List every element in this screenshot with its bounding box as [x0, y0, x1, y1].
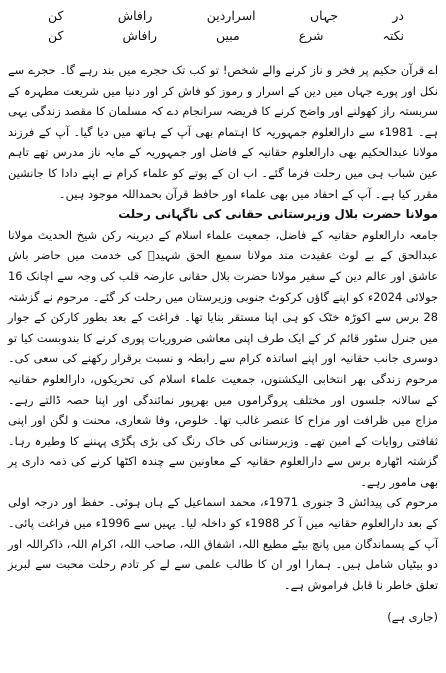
verse-line-2 — [8, 26, 438, 46]
verse-word: مبیں — [215, 28, 240, 43]
verse-word: در — [392, 8, 404, 23]
paragraph: اے قرآن حکیم پر فخر و ناز کرنے والے شخص! تو کب تک حجرے میں بند رہے گا۔ حجرے سے نکل اور پورے جہاں میں دین کے اسرار و رموز کو فاش کر اور دنیا میں شریعت مطہرہ کے سربستہ راز کھولنے اور واضح کرنے کا فریضہ سرانجام دے کہ مسلمان کا مقصد زندگی یہی ہے۔ 1981ء سے دارالعلوم جمہوریہ کا اہتمام بھی آپ کے ہاتھ میں دیا گیا۔ آپ کے فرزند مولانا عبدالحکیم بھی دارالعلوم حقانیہ کے فاضل اور جمہوریہ کے مایہ ناز مدرس تھے تاہم عین شباب ہی میں رحلت فرما گئے۔ اب ان کے پوتے کو علماء کرام نے اپنے دادا کا جانشین مقرر کیا ہے۔ آپ کے احفاد میں بھی علماء اور حافظ قرآن بحمداللہ موجود ہیں۔ — [8, 63, 438, 201]
verse-word: رافاش — [117, 8, 153, 23]
verse-word: کن — [48, 28, 64, 43]
to-be-continued-note: (جاری ہے) — [387, 610, 438, 625]
verse-word: نکتہ — [382, 28, 404, 43]
verse-word: جہاں — [310, 8, 339, 23]
section-heading: مولانا حضرت بلال وزیرستانی حقانی کی ناگہانی رحلت — [118, 207, 438, 222]
verse-word: کن — [48, 8, 64, 23]
verse-word: شرع — [298, 28, 324, 43]
verse-word: اسراردین — [206, 8, 256, 23]
paragraph: مرحوم کی پیدائش 3 جنوری 1971ء، محمد اسماعیل کے ہاں ہوئی۔ حفظ اور درجہ اولی کے بعد دارالعلوم حقانیہ میں آ کر 1988ء کو داخلہ لیا۔ یہیں سے 1996ء میں فراغت پائی۔ آپ کے پسماندگان میں پانچ بیٹے مطیع اللہ، اشفاق اللہ، صاحب اللہ، اکرام اللہ، ذاکراللہ اور دو بیٹیاں شامل ہیں۔ ہمارا اور ان کا طالب علمی سے لے کر تادم رحلت محبت سے لبریز تعلق خاطر نا قابل فراموش ہے۔ — [8, 495, 438, 592]
verse-word: رافاش — [122, 28, 157, 43]
verse-line-1 — [8, 6, 438, 26]
paragraph: جامعہ دارالعلوم حقانیہ کے فاضل، جمعیت علماء اسلام کے دیرینہ رکن شیخ الحدیث مولانا عبدالحق کے بے لوث عقیدت مند مولانا سمیع الحق شہیدؒ کی خدمت میں حاضر باش عاشق اور عالم دین کے سفیر مولانا حضرت بلال حقانی عارضہ قلب کی وجہ سے اچانک 16 جولائی 2024ء کو اپنے گاؤں کرکوٹ جنوبی وزیرستان میں رحلت کر گئے۔ مرحوم نے گزشتہ 28 برس سے اکوڑہ خٹک کو ہی اپنا مستقر بنایا تھا۔ فراغت کے بعد بطور کارکن کے جوار میں جنرل سٹور قائم کر کے ایک طرف اپنی معاشی ضروریات پوری کرنے کا بندوبست کیا تو دوسری جانب حقانیہ اور اپنے اساتذہ کرام سے رابطہ و نسبت برقرار رکھنے کی سعی کی۔ مرحوم زندگی بھر انتخابی الیکشنوں، جمعیت علماء اسلام کی تحریکوں، دارالعلوم حقانیہ کے سالانہ جلسوں اور مختلف پروگراموں میں بھرپور نمائندگی اور اپنا حصہ ڈالتے رہے۔ مزاج میں ظرافت اور مزاح کا عنصر غالب تھا۔ خلوص، وفا شعاری، محنت و لگن اور اپنی ثقافتی روایات کے امین تھے۔ وزیرستانی کی خاک رنگ کی بڑی پگڑی پہننے کا وطیرہ رہا۔ گزشتہ اٹھارہ برس سے دارالعلوم حقانیہ کے معاونین سے چندہ اکٹھا کرنے کی ذمہ داری پر بھی مامور رہے۔ — [8, 227, 438, 489]
persian-verse-header — [8, 6, 438, 46]
article-body — [8, 60, 438, 628]
